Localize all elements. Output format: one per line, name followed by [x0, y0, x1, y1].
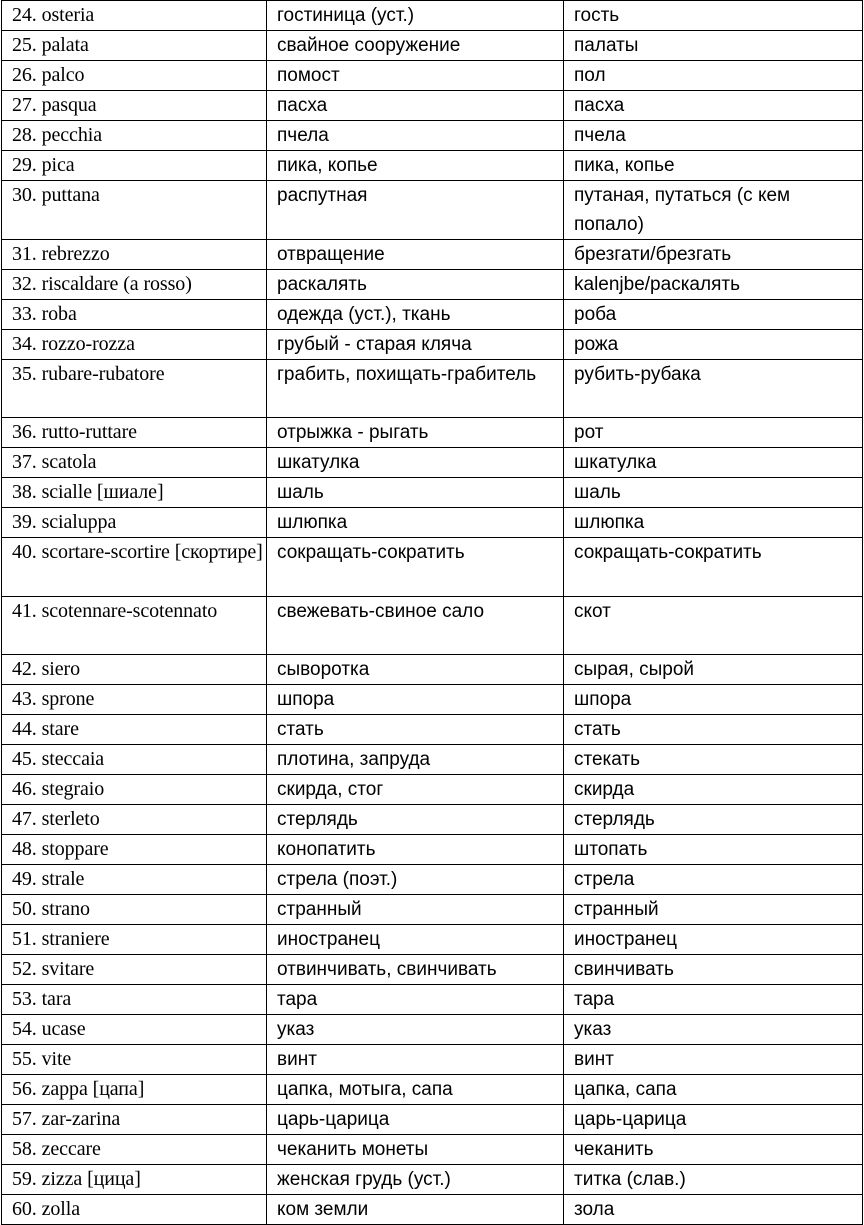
russian-translation-cell: распутная [267, 181, 564, 240]
russian-translation-cell: свежевать-свиное сало [267, 596, 564, 654]
russian-translation-cell: конопатить [267, 835, 564, 865]
italian-word-cell: 47. sterleto [2, 805, 267, 835]
italian-word-cell: 40. scortare-scortire [скортире] [2, 538, 267, 596]
table-row [2, 865, 863, 895]
italian-word-cell: 51. straniere [2, 925, 267, 955]
table-row [2, 1075, 863, 1105]
slavic-cognate-cell: шаль [564, 478, 863, 508]
italian-word-cell: 25. palata [2, 31, 267, 61]
table-row [2, 1015, 863, 1045]
italian-word-cell: 29. pica [2, 151, 267, 181]
slavic-cognate-cell: пасха [564, 91, 863, 121]
table-row [2, 685, 863, 715]
table-row [2, 955, 863, 985]
italian-word-cell: 43. sprone [2, 685, 267, 715]
slavic-cognate-cell: странный [564, 895, 863, 925]
russian-translation-cell: пика, копье [267, 151, 564, 181]
word-comparison-table [1, 0, 863, 1225]
slavic-cognate-cell: указ [564, 1015, 863, 1045]
slavic-cognate-cell: стрела [564, 865, 863, 895]
table-row [2, 655, 863, 685]
italian-word-cell: 59. zizza [цица] [2, 1165, 267, 1195]
slavic-cognate-cell: сокращать-сократить [564, 538, 863, 596]
russian-translation-cell: винт [267, 1045, 564, 1075]
russian-translation-cell: чеканить монеты [267, 1135, 564, 1165]
table-row [2, 805, 863, 835]
table-row [2, 895, 863, 925]
slavic-cognate-cell: стерлядь [564, 805, 863, 835]
russian-translation-cell: странный [267, 895, 564, 925]
italian-word-cell: 41. scotennare-scotennato [2, 596, 267, 654]
italian-word-cell: 30. puttana [2, 181, 267, 240]
slavic-cognate-cell: штопать [564, 835, 863, 865]
italian-word-cell: 37. scatola [2, 448, 267, 478]
slavic-cognate-cell: стать [564, 715, 863, 745]
table-row [2, 61, 863, 91]
italian-word-cell: 46. stegraio [2, 775, 267, 805]
italian-word-cell: 36. rutto-ruttare [2, 418, 267, 448]
table-row [2, 925, 863, 955]
slavic-cognate-cell: путаная, путаться (с кем попало) [564, 181, 863, 240]
russian-translation-cell: плотина, запруда [267, 745, 564, 775]
table-row [2, 1, 863, 31]
russian-translation-cell: отвращение [267, 240, 564, 270]
italian-word-cell: 57. zar-zarina [2, 1105, 267, 1135]
italian-word-cell: 45. steccaia [2, 745, 267, 775]
russian-translation-cell: царь-царица [267, 1105, 564, 1135]
table-row [2, 1165, 863, 1195]
slavic-cognate-cell: винт [564, 1045, 863, 1075]
italian-word-cell: 38. scialle [шиале] [2, 478, 267, 508]
table-row [2, 270, 863, 300]
russian-translation-cell: шлюпка [267, 508, 564, 538]
slavic-cognate-cell: цапка, сапа [564, 1075, 863, 1105]
italian-word-cell: 31. rebrezzo [2, 240, 267, 270]
italian-word-cell: 24. osteria [2, 1, 267, 31]
russian-translation-cell: стрела (поэт.) [267, 865, 564, 895]
italian-word-cell: 56. zappa [цапа] [2, 1075, 267, 1105]
slavic-cognate-cell: шкатулка [564, 448, 863, 478]
slavic-cognate-cell: шпора [564, 685, 863, 715]
table-body [2, 1, 863, 1225]
italian-word-cell: 34. rozzo-rozza [2, 330, 267, 360]
russian-translation-cell: отрыжка - рыгать [267, 418, 564, 448]
table-row [2, 478, 863, 508]
table-row [2, 418, 863, 448]
slavic-cognate-cell: гость [564, 1, 863, 31]
table-row [2, 1045, 863, 1075]
slavic-cognate-cell: роба [564, 300, 863, 330]
italian-word-cell: 32. riscaldare (a rosso) [2, 270, 267, 300]
russian-translation-cell: стать [267, 715, 564, 745]
table-row [2, 240, 863, 270]
table-row [2, 151, 863, 181]
russian-translation-cell: грубый - старая кляча [267, 330, 564, 360]
russian-translation-cell: пчела [267, 121, 564, 151]
russian-translation-cell: шкатулка [267, 448, 564, 478]
table-row [2, 1195, 863, 1225]
italian-word-cell: 26. palco [2, 61, 267, 91]
russian-translation-cell: указ [267, 1015, 564, 1045]
italian-word-cell: 60. zolla [2, 1195, 267, 1225]
italian-word-cell: 28. pecchia [2, 121, 267, 151]
slavic-cognate-cell: свинчивать [564, 955, 863, 985]
slavic-cognate-cell: рот [564, 418, 863, 448]
table-row [2, 448, 863, 478]
slavic-cognate-cell: царь-царица [564, 1105, 863, 1135]
italian-word-cell: 50. strano [2, 895, 267, 925]
russian-translation-cell: шаль [267, 478, 564, 508]
slavic-cognate-cell: скот [564, 596, 863, 654]
slavic-cognate-cell: иностранец [564, 925, 863, 955]
italian-word-cell: 44. stare [2, 715, 267, 745]
table-row [2, 91, 863, 121]
russian-translation-cell: женская грудь (уст.) [267, 1165, 564, 1195]
slavic-cognate-cell: пика, копье [564, 151, 863, 181]
slavic-cognate-cell: брезгати/брезгать [564, 240, 863, 270]
italian-word-cell: 42. siero [2, 655, 267, 685]
table-row [2, 1105, 863, 1135]
table-row [2, 596, 863, 654]
slavic-cognate-cell: сырая, сырой [564, 655, 863, 685]
slavic-cognate-cell: пчела [564, 121, 863, 151]
italian-word-cell: 27. pasqua [2, 91, 267, 121]
italian-word-cell: 48. stoppare [2, 835, 267, 865]
slavic-cognate-cell: палаты [564, 31, 863, 61]
russian-translation-cell: шпора [267, 685, 564, 715]
russian-translation-cell: одежда (уст.), ткань [267, 300, 564, 330]
table-row [2, 121, 863, 151]
russian-translation-cell: цапка, мотыга, сапа [267, 1075, 564, 1105]
russian-translation-cell: иностранец [267, 925, 564, 955]
italian-word-cell: 52. svitare [2, 955, 267, 985]
russian-translation-cell: ком земли [267, 1195, 564, 1225]
slavic-cognate-cell: рожа [564, 330, 863, 360]
russian-translation-cell: пасха [267, 91, 564, 121]
russian-translation-cell: скирда, стог [267, 775, 564, 805]
russian-translation-cell: отвинчивать, свинчивать [267, 955, 564, 985]
slavic-cognate-cell: чеканить [564, 1135, 863, 1165]
table-row [2, 300, 863, 330]
italian-word-cell: 49. strale [2, 865, 267, 895]
table-row [2, 1135, 863, 1165]
table-row [2, 715, 863, 745]
russian-translation-cell: помост [267, 61, 564, 91]
table-row [2, 330, 863, 360]
table-row [2, 508, 863, 538]
italian-word-cell: 35. rubare-rubatore [2, 360, 267, 418]
table-row [2, 745, 863, 775]
slavic-cognate-cell: титка (слав.) [564, 1165, 863, 1195]
italian-word-cell: 54. ucase [2, 1015, 267, 1045]
italian-word-cell: 55. vite [2, 1045, 267, 1075]
russian-translation-cell: тара [267, 985, 564, 1015]
table-row [2, 775, 863, 805]
slavic-cognate-cell: рубить-рубака [564, 360, 863, 418]
slavic-cognate-cell: шлюпка [564, 508, 863, 538]
italian-word-cell: 58. zeccare [2, 1135, 267, 1165]
slavic-cognate-cell: kalenjbe/раскалять [564, 270, 863, 300]
table-row [2, 181, 863, 240]
slavic-cognate-cell: зола [564, 1195, 863, 1225]
table-row [2, 985, 863, 1015]
slavic-cognate-cell: стекать [564, 745, 863, 775]
russian-translation-cell: раскалять [267, 270, 564, 300]
russian-translation-cell: стерлядь [267, 805, 564, 835]
russian-translation-cell: грабить, похищать-грабитель [267, 360, 564, 418]
table-row [2, 538, 863, 596]
table-row [2, 835, 863, 865]
table-row [2, 31, 863, 61]
slavic-cognate-cell: пол [564, 61, 863, 91]
russian-translation-cell: свайное сооружение [267, 31, 564, 61]
slavic-cognate-cell: скирда [564, 775, 863, 805]
slavic-cognate-cell: тара [564, 985, 863, 1015]
russian-translation-cell: гостиница (уст.) [267, 1, 564, 31]
russian-translation-cell: сокращать-сократить [267, 538, 564, 596]
italian-word-cell: 39. scialuppa [2, 508, 267, 538]
russian-translation-cell: сыворотка [267, 655, 564, 685]
italian-word-cell: 53. tara [2, 985, 267, 1015]
table-row [2, 360, 863, 418]
italian-word-cell: 33. roba [2, 300, 267, 330]
